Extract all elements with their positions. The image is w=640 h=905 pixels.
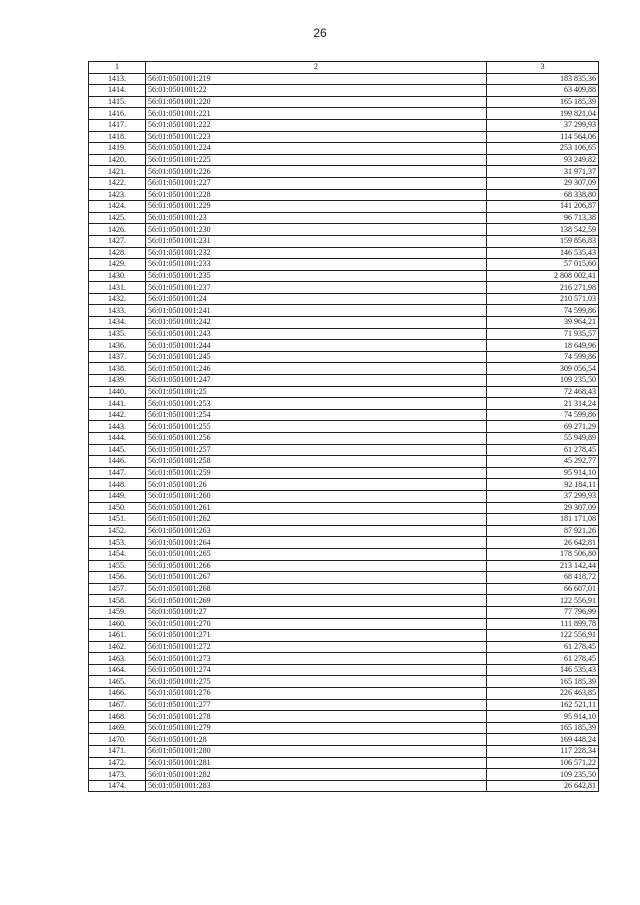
- row-number: 1435.: [89, 328, 146, 340]
- column-header-1: 1: [89, 62, 146, 74]
- table-row: [89, 166, 599, 178]
- table-row: [89, 479, 599, 491]
- cadastral-value: 61 278,45: [487, 444, 599, 456]
- cadastral-value: 114 564,06: [487, 131, 599, 143]
- table-row: [89, 711, 599, 723]
- cadastral-number: 56:01:0501001:221: [146, 108, 487, 120]
- cadastral-number: 56:01:0501001:229: [146, 201, 487, 213]
- table-row: [89, 780, 599, 792]
- cadastral-value: 106 571,22: [487, 757, 599, 769]
- cadastral-value: 87 921,26: [487, 525, 599, 537]
- table-row: [89, 177, 599, 189]
- row-number: 1464.: [89, 664, 146, 676]
- row-number: 1451.: [89, 514, 146, 526]
- cadastral-value: 109 235,50: [487, 769, 599, 781]
- table-row: [89, 722, 599, 734]
- cadastral-number: 56:01:0501001:271: [146, 630, 487, 642]
- cadastral-value: 141 206,87: [487, 201, 599, 213]
- row-number: 1436.: [89, 340, 146, 352]
- cadastral-value: 74 599,86: [487, 409, 599, 421]
- cadastral-value: 309 056,54: [487, 363, 599, 375]
- row-number: 1462.: [89, 641, 146, 653]
- row-number: 1416.: [89, 108, 146, 120]
- cadastral-number: 56:01:0501001:226: [146, 166, 487, 178]
- cadastral-number: 56:01:0501001:269: [146, 595, 487, 607]
- table-row: [89, 606, 599, 618]
- cadastral-number: 56:01:0501001:266: [146, 560, 487, 572]
- cadastral-value: 18 649,96: [487, 340, 599, 352]
- cadastral-value: 37 299,93: [487, 119, 599, 131]
- row-number: 1413.: [89, 73, 146, 85]
- cadastral-number: 56:01:0501001:275: [146, 676, 487, 688]
- table-row: [89, 340, 599, 352]
- cadastral-value: 37 299,93: [487, 490, 599, 502]
- cadastral-value: 68 338,80: [487, 189, 599, 201]
- cadastral-number: 56:01:0501001:256: [146, 433, 487, 445]
- cadastral-number: 56:01:0501001:231: [146, 235, 487, 247]
- column-header-3: 3: [487, 62, 599, 74]
- row-number: 1461.: [89, 630, 146, 642]
- cadastral-value: 122 556,91: [487, 595, 599, 607]
- cadastral-number: 56:01:0501001:258: [146, 456, 487, 468]
- table-row: [89, 525, 599, 537]
- cadastral-value: 253 106,65: [487, 143, 599, 155]
- row-number: 1460.: [89, 618, 146, 630]
- cadastral-value: 96 713,38: [487, 212, 599, 224]
- row-number: 1414.: [89, 85, 146, 97]
- table-row: [89, 328, 599, 340]
- cadastral-value: 29 307,09: [487, 502, 599, 514]
- table-row: [89, 317, 599, 329]
- row-number: 1465.: [89, 676, 146, 688]
- row-number: 1463.: [89, 653, 146, 665]
- table-row: [89, 490, 599, 502]
- cadastral-number: 56:01:0501001:242: [146, 317, 487, 329]
- cadastral-value: 55 949,89: [487, 433, 599, 445]
- cadastral-value-table: [88, 61, 599, 792]
- cadastral-number: 56:01:0501001:23: [146, 212, 487, 224]
- cadastral-number: 56:01:0501001:247: [146, 375, 487, 387]
- row-number: 1444.: [89, 433, 146, 445]
- table-row: [89, 386, 599, 398]
- cadastral-number: 56:01:0501001:257: [146, 444, 487, 456]
- cadastral-number: 56:01:0501001:22: [146, 85, 487, 97]
- cadastral-number: 56:01:0501001:278: [146, 711, 487, 723]
- table-row: [89, 375, 599, 387]
- table-row: [89, 514, 599, 526]
- row-number: 1418.: [89, 131, 146, 143]
- table-row: [89, 572, 599, 584]
- row-number: 1473.: [89, 769, 146, 781]
- cadastral-number: 56:01:0501001:220: [146, 96, 487, 108]
- cadastral-value: 77 796,99: [487, 606, 599, 618]
- table-row: [89, 247, 599, 259]
- cadastral-number: 56:01:0501001:233: [146, 259, 487, 271]
- cadastral-value: 93 249,82: [487, 154, 599, 166]
- table-row: [89, 189, 599, 201]
- row-number: 1438.: [89, 363, 146, 375]
- cadastral-value: 26 642,81: [487, 537, 599, 549]
- cadastral-value: 92 184,11: [487, 479, 599, 491]
- header-row: [89, 62, 599, 74]
- row-number: 1469.: [89, 722, 146, 734]
- cadastral-number: 56:01:0501001:27: [146, 606, 487, 618]
- cadastral-value: 29 307,09: [487, 177, 599, 189]
- row-number: 1466.: [89, 688, 146, 700]
- cadastral-number: 56:01:0501001:237: [146, 282, 487, 294]
- row-number: 1421.: [89, 166, 146, 178]
- cadastral-number: 56:01:0501001:270: [146, 618, 487, 630]
- cadastral-value: 165 185,39: [487, 676, 599, 688]
- table-row: [89, 583, 599, 595]
- table-header: [89, 62, 599, 74]
- cadastral-value: 165 185,39: [487, 722, 599, 734]
- table-row: [89, 433, 599, 445]
- row-number: 1443.: [89, 421, 146, 433]
- table-row: [89, 664, 599, 676]
- cadastral-value: 111 899,78: [487, 618, 599, 630]
- cadastral-number: 56:01:0501001:279: [146, 722, 487, 734]
- table-row: [89, 641, 599, 653]
- row-number: 1437.: [89, 351, 146, 363]
- cadastral-number: 56:01:0501001:244: [146, 340, 487, 352]
- row-number: 1439.: [89, 375, 146, 387]
- row-number: 1427.: [89, 235, 146, 247]
- cadastral-value: 71 935,57: [487, 328, 599, 340]
- cadastral-number: 56:01:0501001:241: [146, 305, 487, 317]
- row-number: 1454.: [89, 548, 146, 560]
- row-number: 1434.: [89, 317, 146, 329]
- cadastral-number: 56:01:0501001:28: [146, 734, 487, 746]
- cadastral-number: 56:01:0501001:26: [146, 479, 487, 491]
- cadastral-value: 122 556,91: [487, 630, 599, 642]
- table-row: [89, 270, 599, 282]
- table-row: [89, 409, 599, 421]
- table-row: [89, 154, 599, 166]
- cadastral-number: 56:01:0501001:274: [146, 664, 487, 676]
- cadastral-value: 181 171,08: [487, 514, 599, 526]
- cadastral-number: 56:01:0501001:246: [146, 363, 487, 375]
- row-number: 1449.: [89, 490, 146, 502]
- table-row: [89, 757, 599, 769]
- table-row: [89, 259, 599, 271]
- cadastral-value: 109 235,50: [487, 375, 599, 387]
- cadastral-number: 56:01:0501001:277: [146, 699, 487, 711]
- row-number: 1472.: [89, 757, 146, 769]
- cadastral-number: 56:01:0501001:262: [146, 514, 487, 526]
- table-row: [89, 351, 599, 363]
- row-number: 1424.: [89, 201, 146, 213]
- table-row: [89, 119, 599, 131]
- table-row: [89, 305, 599, 317]
- table-row: [89, 398, 599, 410]
- table-row: [89, 363, 599, 375]
- cadastral-number: 56:01:0501001:264: [146, 537, 487, 549]
- cadastral-value: 95 914,10: [487, 467, 599, 479]
- cadastral-number: 56:01:0501001:230: [146, 224, 487, 236]
- cadastral-number: 56:01:0501001:224: [146, 143, 487, 155]
- row-number: 1429.: [89, 259, 146, 271]
- cadastral-value: 31 971,37: [487, 166, 599, 178]
- cadastral-number: 56:01:0501001:283: [146, 780, 487, 792]
- cadastral-value: 210 571,03: [487, 293, 599, 305]
- cadastral-value: 213 142,44: [487, 560, 599, 572]
- cadastral-value: 199 821,04: [487, 108, 599, 120]
- cadastral-number: 56:01:0501001:219: [146, 73, 487, 85]
- row-number: 1453.: [89, 537, 146, 549]
- row-number: 1430.: [89, 270, 146, 282]
- cadastral-value: 69 271,29: [487, 421, 599, 433]
- cadastral-number: 56:01:0501001:268: [146, 583, 487, 595]
- table-row: [89, 537, 599, 549]
- row-number: 1441.: [89, 398, 146, 410]
- row-number: 1456.: [89, 572, 146, 584]
- cadastral-value: 74 599,86: [487, 351, 599, 363]
- cadastral-value: 95 914,10: [487, 711, 599, 723]
- cadastral-value: 63 409,88: [487, 85, 599, 97]
- table-row: [89, 746, 599, 758]
- row-number: 1431.: [89, 282, 146, 294]
- table-row: [89, 224, 599, 236]
- table-row: [89, 282, 599, 294]
- cadastral-number: 56:01:0501001:260: [146, 490, 487, 502]
- cadastral-number: 56:01:0501001:222: [146, 119, 487, 131]
- cadastral-value: 226 463,85: [487, 688, 599, 700]
- cadastral-value: 169 448,24: [487, 734, 599, 746]
- table-row: [89, 630, 599, 642]
- cadastral-number: 56:01:0501001:245: [146, 351, 487, 363]
- cadastral-number: 56:01:0501001:280: [146, 746, 487, 758]
- cadastral-number: 56:01:0501001:261: [146, 502, 487, 514]
- cadastral-number: 56:01:0501001:25: [146, 386, 487, 398]
- cadastral-number: 56:01:0501001:273: [146, 653, 487, 665]
- row-number: 1428.: [89, 247, 146, 259]
- cadastral-number: 56:01:0501001:276: [146, 688, 487, 700]
- cadastral-number: 56:01:0501001:254: [146, 409, 487, 421]
- cadastral-value: 146 535,43: [487, 664, 599, 676]
- cadastral-value: 21 314,24: [487, 398, 599, 410]
- cadastral-value: 72 468,43: [487, 386, 599, 398]
- cadastral-number: 56:01:0501001:24: [146, 293, 487, 305]
- table-row: [89, 548, 599, 560]
- cadastral-number: 56:01:0501001:253: [146, 398, 487, 410]
- cadastral-value: 146 535,43: [487, 247, 599, 259]
- cadastral-value: 26 642,81: [487, 780, 599, 792]
- page-number: 26: [313, 26, 327, 40]
- cadastral-value: 45 292,77: [487, 456, 599, 468]
- row-number: 1419.: [89, 143, 146, 155]
- row-number: 1452.: [89, 525, 146, 537]
- row-number: 1448.: [89, 479, 146, 491]
- row-number: 1459.: [89, 606, 146, 618]
- cadastral-number: 56:01:0501001:281: [146, 757, 487, 769]
- row-number: 1422.: [89, 177, 146, 189]
- table-row: [89, 73, 599, 85]
- row-number: 1457.: [89, 583, 146, 595]
- row-number: 1432.: [89, 293, 146, 305]
- table-row: [89, 699, 599, 711]
- cadastral-value: 162 521,11: [487, 699, 599, 711]
- table-row: [89, 293, 599, 305]
- table-row: [89, 456, 599, 468]
- column-header-2: 2: [146, 62, 487, 74]
- cadastral-value: 183 835,36: [487, 73, 599, 85]
- table-row: [89, 421, 599, 433]
- row-number: 1470.: [89, 734, 146, 746]
- row-number: 1440.: [89, 386, 146, 398]
- row-number: 1471.: [89, 746, 146, 758]
- cadastral-value: 61 278,45: [487, 641, 599, 653]
- table-row: [89, 769, 599, 781]
- cadastral-number: 56:01:0501001:282: [146, 769, 487, 781]
- cadastral-number: 56:01:0501001:263: [146, 525, 487, 537]
- cadastral-value: 117 228,34: [487, 746, 599, 758]
- table-row: [89, 212, 599, 224]
- row-number: 1458.: [89, 595, 146, 607]
- table-row: [89, 595, 599, 607]
- row-number: 1474.: [89, 780, 146, 792]
- table-row: [89, 653, 599, 665]
- cadastral-number: 56:01:0501001:259: [146, 467, 487, 479]
- cadastral-value: 2 808 002,41: [487, 270, 599, 282]
- row-number: 1433.: [89, 305, 146, 317]
- row-number: 1420.: [89, 154, 146, 166]
- cadastral-value: 165 185,39: [487, 96, 599, 108]
- cadastral-value: 66 607,01: [487, 583, 599, 595]
- row-number: 1468.: [89, 711, 146, 723]
- cadastral-number: 56:01:0501001:223: [146, 131, 487, 143]
- row-number: 1446.: [89, 456, 146, 468]
- row-number: 1455.: [89, 560, 146, 572]
- cadastral-value: 39 964,21: [487, 317, 599, 329]
- table-row: [89, 676, 599, 688]
- row-number: 1417.: [89, 119, 146, 131]
- cadastral-number: 56:01:0501001:227: [146, 177, 487, 189]
- cadastral-number: 56:01:0501001:235: [146, 270, 487, 282]
- cadastral-number: 56:01:0501001:228: [146, 189, 487, 201]
- table-row: [89, 444, 599, 456]
- row-number: 1467.: [89, 699, 146, 711]
- cadastral-number: 56:01:0501001:243: [146, 328, 487, 340]
- table-row: [89, 143, 599, 155]
- row-number: 1445.: [89, 444, 146, 456]
- cadastral-number: 56:01:0501001:232: [146, 247, 487, 259]
- row-number: 1447.: [89, 467, 146, 479]
- table-row: [89, 108, 599, 120]
- table-row: [89, 96, 599, 108]
- cadastral-number: 56:01:0501001:255: [146, 421, 487, 433]
- row-number: 1423.: [89, 189, 146, 201]
- cadastral-value: 138 542,59: [487, 224, 599, 236]
- table-row: [89, 560, 599, 572]
- cadastral-number: 56:01:0501001:267: [146, 572, 487, 584]
- row-number: 1450.: [89, 502, 146, 514]
- table-row: [89, 734, 599, 746]
- table-row: [89, 618, 599, 630]
- table-row: [89, 201, 599, 213]
- table-body: [89, 73, 599, 792]
- table-row: [89, 235, 599, 247]
- row-number: 1442.: [89, 409, 146, 421]
- cadastral-value: 159 856,83: [487, 235, 599, 247]
- row-number: 1426.: [89, 224, 146, 236]
- cadastral-value: 216 271,98: [487, 282, 599, 294]
- cadastral-number: 56:01:0501001:265: [146, 548, 487, 560]
- row-number: 1425.: [89, 212, 146, 224]
- cadastral-value: 74 599,86: [487, 305, 599, 317]
- cadastral-number: 56:01:0501001:225: [146, 154, 487, 166]
- row-number: 1415.: [89, 96, 146, 108]
- cadastral-value: 61 278,45: [487, 653, 599, 665]
- table-row: [89, 85, 599, 97]
- table-row: [89, 467, 599, 479]
- cadastral-number: 56:01:0501001:272: [146, 641, 487, 653]
- cadastral-value: 178 506,80: [487, 548, 599, 560]
- table-row: [89, 688, 599, 700]
- cadastral-value: 57 015,60: [487, 259, 599, 271]
- cadastral-value: 68 418,72: [487, 572, 599, 584]
- table-row: [89, 131, 599, 143]
- table-row: [89, 502, 599, 514]
